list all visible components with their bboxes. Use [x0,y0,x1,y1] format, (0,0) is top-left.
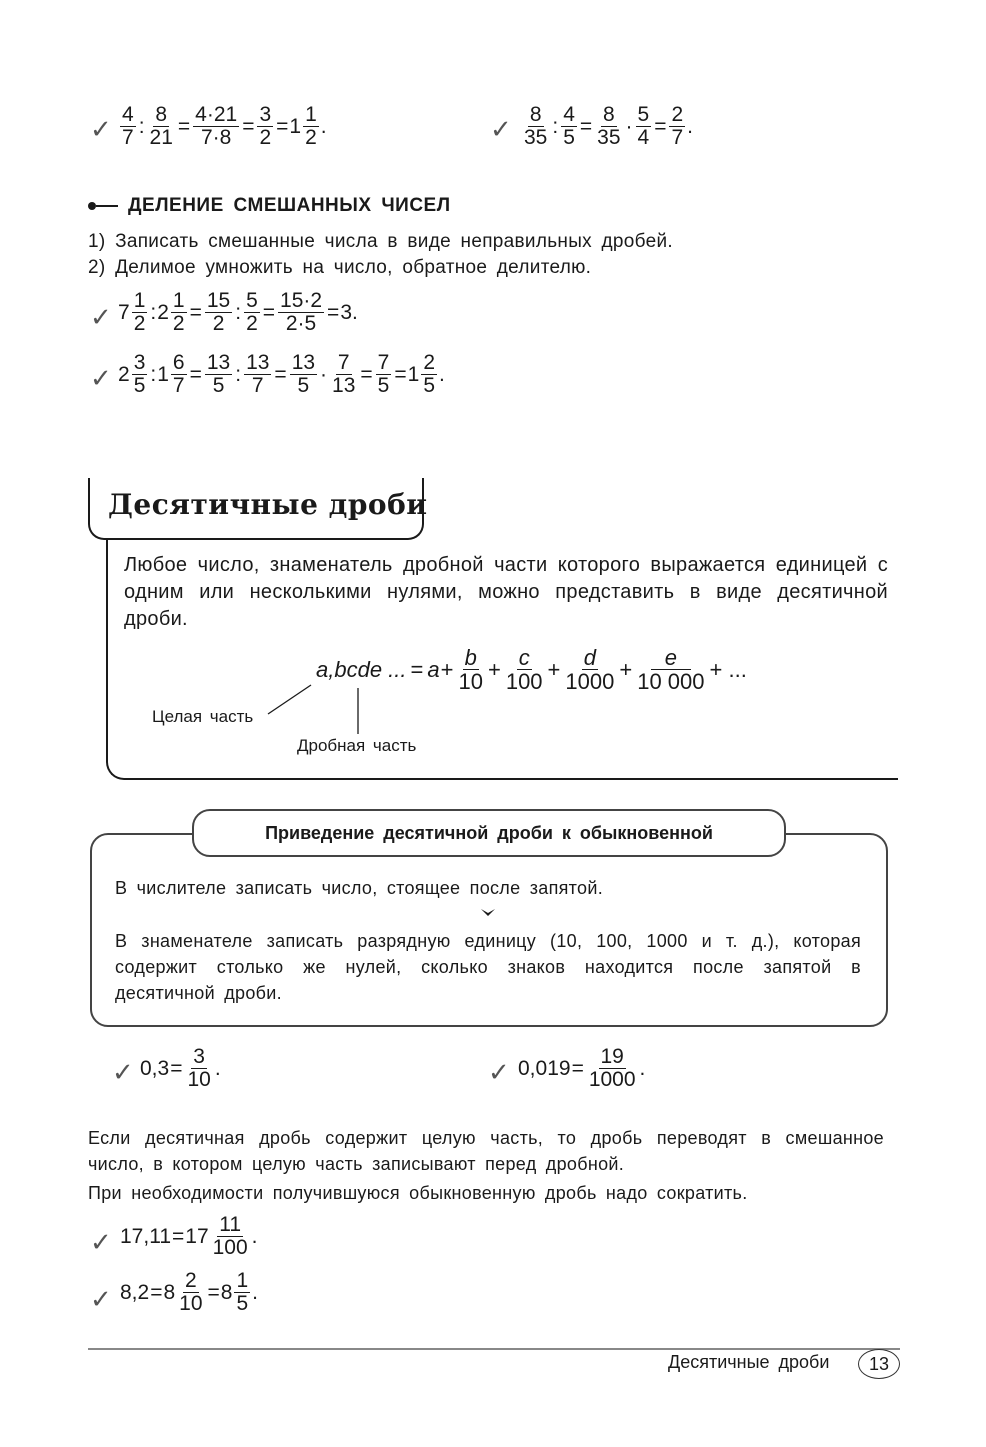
check-icon: ✓ [90,364,112,394]
equals-sign: = [150,1280,163,1304]
colon-sign: : [552,114,559,138]
rule-step-2: В знаменателе записать разрядную единицу (10, 100, 1000 и т. д.), которая содержит столько же нулей, сколько знаков находится после запятой в десятичной дроби. [115,931,861,1003]
plus-sign: + [547,656,561,682]
period: . [439,362,445,386]
paragraph-mixed-conversion: Если десятичная дробь содержит целую часть, то дробь переводят в смешанное число, в котором целую часть записывают перед дробной. [88,1128,884,1174]
rule-title: Приведение десятичной дроби к обыкновенной [192,809,786,857]
period: . [214,1056,221,1080]
section-title: ДЕЛЕНИЕ СМЕШАННЫХ ЧИСЕЛ [128,195,451,216]
formula-a: a [427,656,440,682]
fraction: $\frac{4\cdot 21}{7\cdot 8}$ [195,103,238,150]
colon-sign: : [235,300,242,324]
equals-sign: = [170,1056,183,1080]
step-2: 2) Делимое умножить на число, обратное делителю. [88,257,592,278]
period: . [251,1224,258,1248]
rule-step-1: В числителе записать число, стоящее после запятой. [115,878,603,898]
example-mixed-decimal-2: 8,2 = 8 $\frac{2}{10}$ = 8 $\frac{1}{5}$ . [120,1269,258,1316]
fraction: $\frac{8}{35}$ [524,103,548,150]
check-icon: ✓ [488,1058,510,1088]
example-decimal-1: 0,3 = $\frac{3}{10}$ . [140,1045,221,1092]
equals-sign: = [276,114,289,138]
period: . [252,1280,258,1304]
whole-part: 1 [289,114,302,138]
decimal-value: 17,11 [120,1224,171,1248]
equals-sign: = [274,362,287,386]
footer-chapter: Десятичные дроби [668,1352,830,1372]
whole-part: 8 [220,1280,233,1304]
whole-part: 17 [185,1224,209,1248]
equals-sign: = [207,1280,220,1304]
decimal-value: 0,3 [140,1056,170,1080]
formula-tail: + ... [709,656,747,682]
equals-sign: = [394,362,407,386]
term-c: $\frac{c}{100}$ [505,645,543,695]
equals-sign: = [189,300,202,324]
fraction: $\frac{8}{35}$ [597,103,621,150]
equals-sign: = [172,1224,185,1248]
example-mixed-decimal-1: 17,11 = 17 $\frac{11}{100}$ . [120,1213,258,1260]
equals-sign: = [579,114,593,138]
fraction: $\frac{1}{2}$ [305,103,317,150]
fraction: $\frac{3}{2}$ [259,103,272,150]
colon-sign: : [150,300,157,324]
multiply-sign: · [625,114,633,138]
multiply-sign: · [320,362,328,386]
fraction: $\frac{4}{7}$ [122,103,134,150]
fraction: $\frac{8}{21}$ [149,103,173,150]
example-mixed-division-2: 2 $\frac{3}{5}$ : 1 $\frac{6}{7}$ = $\frac{13}{5}$ : $\frac{13}{7}$ = $\frac{13}{5}$ · $\frac{7}{13}$ = $\frac{7}{5}$ = 1 $\frac{2}{5}$ . [118,351,445,398]
footer-divider [88,1348,900,1350]
equals-sign: = [262,300,276,324]
decimal-value: 0,019 [518,1056,571,1080]
example-mixed-division-1: 7 $\frac{1}{2}$ : 2 $\frac{1}{2}$ = $\frac{15}{2}$ : $\frac{5}{2}$ = $\frac{15\cdot 2}{2\cdot 5}$ = 3. [118,289,358,336]
equals-sign: = [189,362,202,386]
whole-part: 8 [163,1280,176,1304]
equals-sign: = [571,1056,584,1080]
check-icon: ✓ [90,115,112,145]
label-fraction-part: Дробная часть [297,736,417,755]
plus-sign: + [440,656,454,682]
paragraph-reduce: При необходимости получившуюся обыкновенную дробь надо сократить. [88,1183,748,1203]
section-title-decimals: Десятичные дроби [108,488,428,521]
plus-sign: + [619,656,633,682]
period: . [320,114,327,138]
chevron-down-icon [480,907,496,919]
label-whole-part: Целая часть [152,707,254,726]
fraction: $\frac{2}{7}$ [671,103,684,150]
equals-sign: = [410,656,424,682]
plus-sign: + [487,656,501,682]
fraction: $\frac{4}{5}$ [563,103,575,150]
equals-sign: = [654,114,667,138]
colon-sign: : [235,362,242,386]
check-icon: ✓ [490,115,512,145]
equals-sign: = [177,114,191,138]
fraction: $\frac{5}{4}$ [637,103,650,150]
equals-sign: = [327,300,340,324]
colon-sign: : [138,114,145,138]
check-icon: ✓ [90,303,112,333]
decimal-value: 8,2 [120,1280,150,1304]
check-icon: ✓ [90,1285,112,1315]
equals-sign: = [360,362,373,386]
definition-text: Любое число, знаменатель дробной части которого выражается единицей с одним или несколькими нулями, можно представить в виде десятичной дроби. [124,554,888,630]
equals-sign: = [242,114,255,138]
period: . [639,1056,646,1080]
check-icon: ✓ [112,1058,134,1088]
page-number: 13 [858,1349,900,1379]
formula-lhs: a,bcde ... [316,656,407,682]
term-b: $\frac{b}{10}$ [458,645,483,695]
term-d: $\frac{d}{1000}$ [565,645,615,695]
example-decimal-2: 0,019 = $\frac{19}{1000}$ . [518,1045,646,1092]
step-1: 1) Записать смешанные числа в виде неправильных дробей. [88,231,673,252]
term-e: $\frac{e}{10 000}$ [637,645,705,695]
period: . [687,114,693,138]
check-icon: ✓ [90,1228,112,1258]
colon-sign: : [150,362,157,386]
